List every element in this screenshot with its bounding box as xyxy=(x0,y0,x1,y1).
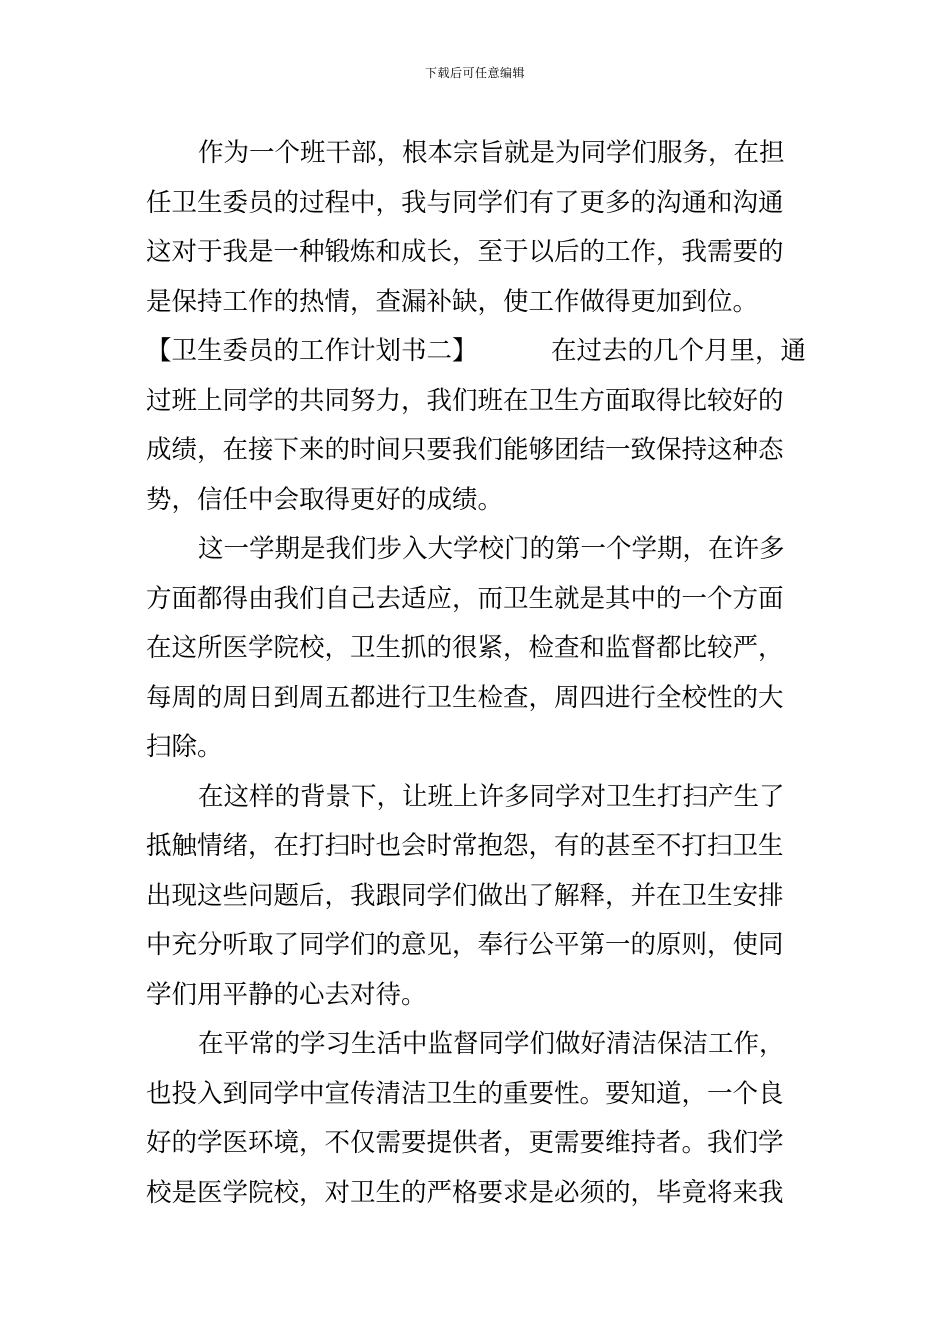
text-line: 作为一个班干部，根本宗旨就是为同学们服务，在担 xyxy=(198,138,785,168)
text-line: 成绩，在接下来的时间只要我们能够团结一致保持这种态 xyxy=(146,435,784,465)
text-line: 这一学期是我们步入大学校门的第一个学期，在许多 xyxy=(198,534,785,564)
page-header: 下载后可任意编辑 xyxy=(424,66,525,80)
text-line: 也投入到同学中宣传清洁卫生的重要性。要知道，一个良 xyxy=(146,1078,784,1109)
text-line: 方面都得由我们自己去适应，而卫生就是其中的一个方面 xyxy=(146,583,784,614)
text-line: 抵触情绪，在打扫时也会时常抱怨，有的甚至不打扫卫生 xyxy=(146,831,784,861)
text-line: 在这所医学院校，卫生抓的很紧，检查和监督都比较严， xyxy=(146,633,784,663)
text-line: 是保持工作的热情，查漏补缺，使工作做得更加到位。 xyxy=(146,286,759,317)
text-line: 中充分听取了同学们的意见，奉行公平第一的原则，使同 xyxy=(146,930,784,960)
text-line: 好的学医环境，不仅需要提供者，更需要维持者。我们学 xyxy=(146,1128,784,1158)
text-line: 过班上同学的共同努力，我们班在卫生方面取得比较好的 xyxy=(146,385,784,416)
text-line: 势，信任中会取得更好的成绩。 xyxy=(146,484,504,515)
text-line: 在平常的学习生活中监督同学们做好清洁保洁工作， xyxy=(198,1029,785,1059)
document-body xyxy=(146,129,806,1218)
text-line: 学们用平静的心去对待。 xyxy=(146,979,427,1010)
section-heading-line xyxy=(146,327,806,377)
text-line: 在这样的背景下，让班上许多同学对卫生打扫产生了 xyxy=(198,781,785,812)
text-line: 任卫生委员的过程中，我与同学们有了更多的沟通和沟通 xyxy=(146,187,784,218)
text-line: 出现这些问题后，我跟同学们做出了解释，并在卫生安排 xyxy=(146,880,784,911)
text-line: 校是医学院校，对卫生的严格要求是必须的，毕竟将来我 xyxy=(146,1177,784,1208)
section-heading: 【卫生委员的工作计划书二】 xyxy=(146,336,478,366)
text-line: 扫除。 xyxy=(146,732,223,762)
text-line: 每周的周日到周五都进行卫生检查，周四进行全校性的大 xyxy=(146,682,784,713)
heading-line-continuation: 在过去的几个月里，通 xyxy=(550,336,806,366)
text-line: 这对于我是一种锻炼和成长，至于以后的工作，我需要的 xyxy=(146,237,784,267)
